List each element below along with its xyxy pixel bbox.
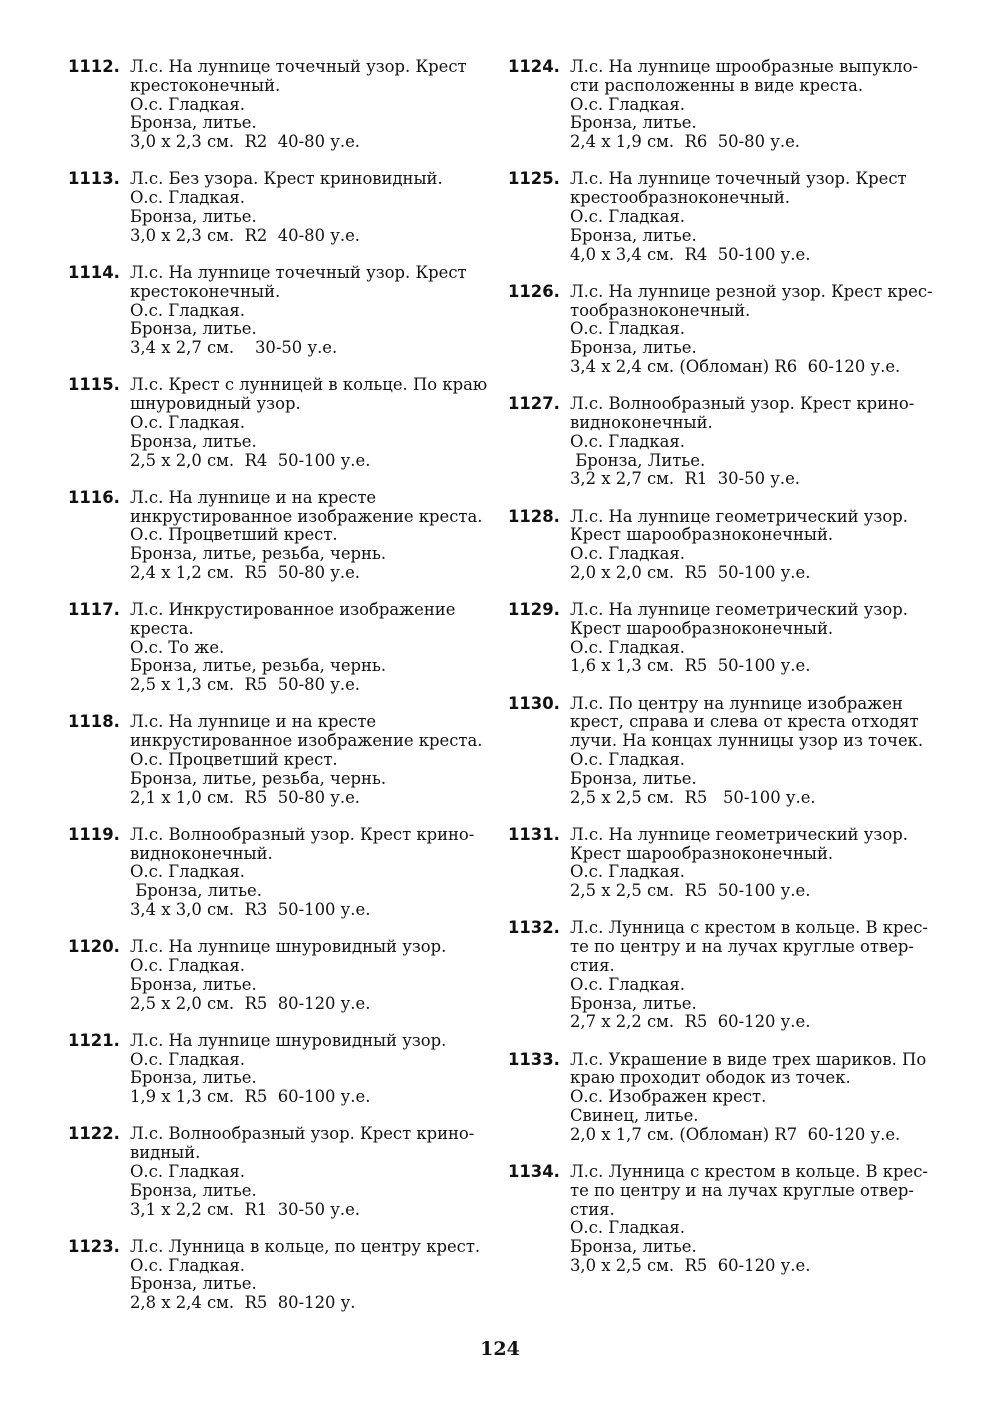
catalog-entry	[508, 1051, 938, 1145]
entry-line: 3,4 х 3,0 см. R3 50-100 у.е.	[130, 900, 371, 920]
entry-line: О.с. Процветший крест.	[130, 750, 338, 770]
catalog-entry	[508, 1163, 938, 1276]
entry-number: 1125.	[508, 169, 560, 189]
entry-line: Бронза, литье.	[570, 1237, 697, 1257]
entry-line: Л.с. На лунnице шрообразные выпукло-	[570, 57, 918, 76]
entry-line: тообразноконечный.	[570, 300, 751, 320]
entry-line: Бронза, литье.	[130, 1274, 257, 1294]
entry-line: Л.с. На лунnице точечный узор. Крест	[130, 262, 467, 282]
entry-line: О.с. Гладкая.	[130, 862, 245, 882]
entry-line: Л.с. На лунnице геометрический узор.	[570, 824, 908, 844]
entry-line: О.с. Гладкая.	[570, 544, 685, 564]
entry-line: Л.с. На лунnице точечный узор. Крест	[130, 57, 467, 76]
catalog-entry	[68, 489, 493, 583]
entry-line: О.с. Гладкая.	[570, 862, 685, 882]
entry-line: Л.с. На лунnице шнуровидный узор.	[130, 937, 447, 957]
catalog-entry	[508, 601, 938, 676]
entry-line: 1,9 х 1,3 см. R5 60-100 у.е.	[130, 1087, 371, 1107]
entry-line: крестообразноконечный.	[570, 188, 790, 208]
entry-line: Бронза, литье.	[570, 993, 697, 1013]
entry-line: Л.с. Крест с лунницей в кольце. По краю	[130, 375, 488, 395]
entry-line: сти расположенны в виде креста.	[570, 75, 864, 95]
entry-line: Л.с. На лунnице точечный узор. Крест	[570, 169, 907, 189]
right-column	[508, 58, 938, 1294]
entry-number: 1118.	[68, 712, 120, 732]
entry-line: Бронза, литье.	[130, 881, 262, 901]
entry-line: 3,0 х 2,3 см. R2 40-80 у.е.	[130, 225, 360, 245]
entry-line: 2,5 х 2,0 см. R4 50-100 у.е.	[130, 450, 371, 470]
entry-line: О.с. Гладкая.	[130, 1161, 245, 1181]
entry-line: О.с. То же.	[130, 637, 225, 657]
entry-number: 1115.	[68, 375, 120, 395]
page-number: 124	[480, 1338, 520, 1360]
entry-line: 3,2 х 2,7 см. R1 30-50 у.е.	[570, 469, 800, 489]
entry-line: стия.	[570, 1199, 615, 1219]
entry-line: 2,0 х 1,7 см. (Обломан) R7 60-120 у.е.	[570, 1124, 901, 1144]
entry-line: Л.с. На лунnице резной узор. Крест крес-	[570, 281, 933, 301]
entry-number: 1123.	[68, 1236, 120, 1256]
entry-line: О.с. Гладкая.	[570, 206, 685, 226]
entry-number: 1112.	[68, 57, 120, 76]
entry-line: О.с. Гладкая.	[570, 750, 685, 770]
entry-line: О.с. Гладкая.	[570, 319, 685, 339]
catalog-entry	[508, 395, 938, 489]
entry-line: Бронза, литье.	[130, 206, 257, 226]
entry-line: 1,6 х 1,3 см. R5 50-100 у.е.	[570, 656, 811, 676]
entry-line: Бронза, литье, резьба, чернь.	[130, 656, 387, 676]
entry-line: Бронза, литье.	[570, 768, 697, 788]
entry-number: 1117.	[68, 600, 120, 620]
entry-line: Крест шарообразноконечный.	[570, 525, 834, 545]
entry-line: Бронза, литье, резьба, чернь.	[130, 768, 387, 788]
entry-line: 2,4 х 1,2 см. R5 50-80 у.е.	[130, 562, 360, 582]
entry-line: 3,0 х 2,5 см. R5 60-120 у.е.	[570, 1255, 811, 1275]
catalog-entry	[508, 919, 938, 1032]
entry-line: О.с. Гладкая.	[570, 974, 685, 994]
left-column	[68, 58, 493, 1331]
entry-line: Бронза, Литье.	[570, 450, 706, 470]
entry-line: О.с. Гладкая.	[570, 1218, 685, 1238]
entry-line: шнуровидный узор.	[130, 394, 301, 414]
entry-line: Л.с. На лунnице и на кресте	[130, 487, 377, 507]
entry-line: О.с. Гладкая.	[570, 637, 685, 657]
catalog-entry	[68, 1032, 493, 1107]
entry-line: Бронза, литье.	[130, 431, 257, 451]
catalog-entry	[508, 283, 938, 377]
entry-line: 2,8 х 2,4 см. R5 80-120 у.	[130, 1293, 356, 1313]
entry-line: Л.с. Волнообразный узор. Крест крино-	[130, 824, 475, 844]
entry-number: 1128.	[508, 506, 560, 526]
entry-line: Л.с. Инкрустированное изображение	[130, 600, 456, 620]
entry-line: 3,0 х 2,3 см. R2 40-80 у.е.	[130, 132, 360, 152]
entry-line: крестоконечный.	[130, 281, 281, 301]
entry-line: 2,0 х 2,0 см. R5 50-100 у.е.	[570, 562, 811, 582]
entry-number: 1131.	[508, 824, 560, 844]
entry-number: 1126.	[508, 281, 560, 301]
entry-line: Л.с. Лунница с крестом в кольце. В крес-	[570, 1161, 928, 1181]
catalog-entry	[68, 58, 493, 152]
entry-line: Бронза, литье.	[570, 338, 697, 358]
entry-line: крестоконечный.	[130, 75, 281, 95]
entry-line: 2,5 х 2,5 см. R5 50-100 у.е.	[570, 787, 816, 807]
entry-number: 1113.	[68, 169, 120, 189]
entry-line: Бронза, литье, резьба, чернь.	[130, 544, 387, 564]
entry-line: Л.с. Лунница с крестом в кольце. В крес-	[570, 918, 928, 938]
entry-line: Свинец, литье.	[570, 1105, 699, 1125]
catalog-entry	[68, 601, 493, 695]
entry-line: О.с. Гладкая.	[570, 94, 685, 114]
entry-line: 4,0 х 3,4 см. R4 50-100 у.е.	[570, 244, 811, 264]
entry-line: Бронза, литье.	[570, 225, 697, 245]
entry-number: 1133.	[508, 1049, 560, 1069]
entry-line: Л.с. По центру на лунnице изображен	[570, 693, 903, 713]
entry-line: Бронза, литье.	[130, 113, 257, 133]
entry-number: 1127.	[508, 394, 560, 414]
entry-number: 1121.	[68, 1030, 120, 1050]
entry-line: Л.с. На лунnице геометрический узор.	[570, 600, 908, 620]
entry-line: видный.	[130, 1143, 201, 1163]
entry-line: О.с. Гладкая.	[130, 300, 245, 320]
entry-number: 1132.	[508, 918, 560, 938]
entry-line: 3,4 х 2,7 см. 30-50 у.е.	[130, 338, 338, 358]
catalog-entry	[68, 264, 493, 358]
entry-line: краю проходит ободок из точек.	[570, 1068, 851, 1088]
entry-line: те по центру и на лучах круглые отвер-	[570, 1180, 914, 1200]
catalog-entry	[68, 170, 493, 245]
entry-line: инкрустированное изображение креста.	[130, 506, 483, 526]
entry-line: О.с. Гладкая.	[130, 956, 245, 975]
entry-line: 3,4 х 2,4 см. (Обломан) R6 60-120 у.е.	[570, 356, 901, 376]
catalog-entry	[508, 508, 938, 583]
entry-number: 1120.	[68, 937, 120, 957]
catalog-entry	[68, 1238, 493, 1313]
catalog-entry	[68, 713, 493, 807]
entry-line: О.с. Гладкая.	[130, 188, 245, 208]
entry-line: лучи. На концах лунницы узор из точек.	[570, 731, 924, 751]
entry-line: О.с. Гладкая.	[130, 94, 245, 114]
entry-line: О.с. Процветший крест.	[130, 525, 338, 545]
catalog-entry	[508, 170, 938, 264]
catalog-entry	[68, 826, 493, 920]
entry-line: те по центру и на лучах круглые отвер-	[570, 937, 914, 957]
entry-line: креста.	[130, 618, 194, 638]
entry-line: О.с. Гладкая.	[130, 1255, 245, 1275]
entry-line: Бронза, литье.	[570, 113, 697, 133]
entry-number: 1114.	[68, 262, 120, 282]
entry-line: Л.с. Волнообразный узор. Крест крино-	[130, 1124, 475, 1144]
entry-line: 2,5 х 1,3 см. R5 50-80 у.е.	[130, 675, 360, 695]
entry-line: Л.с. Лунница в кольце, по центру крест.	[130, 1236, 481, 1256]
entry-number: 1119.	[68, 824, 120, 844]
entry-line: Крест шарообразноконечный.	[570, 618, 834, 638]
entry-line: Л.с. Волнообразный узор. Крест крино-	[570, 394, 915, 414]
entry-line: Л.с. На лунnице и на кресте	[130, 712, 377, 732]
entry-line: видноконечный.	[570, 412, 713, 432]
entry-line: Л.с. На лунnице геометрический узор.	[570, 506, 908, 526]
entry-line: О.с. Изображен крест.	[570, 1087, 767, 1107]
entry-line: Крест шарообразноконечный.	[570, 843, 834, 863]
entry-line: 2,4 х 1,9 см. R6 50-80 у.е.	[570, 132, 800, 152]
entry-line: стия.	[570, 956, 615, 975]
entry-number: 1122.	[68, 1124, 120, 1144]
catalog-entry	[508, 58, 938, 152]
catalog-entry	[508, 695, 938, 808]
entry-line: крест, справа и слева от креста отходят	[570, 712, 919, 732]
entry-line: Бронза, литье.	[130, 1068, 257, 1088]
entry-line: Бронза, литье.	[130, 319, 257, 339]
entry-line: 2,5 х 2,5 см. R5 50-100 у.е.	[570, 881, 811, 901]
entry-line: видноконечный.	[130, 843, 273, 863]
entry-number: 1130.	[508, 693, 560, 713]
entry-line: О.с. Гладкая.	[570, 431, 685, 451]
entry-line: инкрустированное изображение креста.	[130, 731, 483, 751]
entry-line: 2,5 х 2,0 см. R5 80-120 у.е.	[130, 993, 371, 1013]
entry-line: Бронза, литье.	[130, 1180, 257, 1200]
catalog-entry	[68, 376, 493, 470]
entry-number: 1116.	[68, 487, 120, 507]
entry-number: 1124.	[508, 57, 560, 76]
catalog-entry	[508, 826, 938, 901]
entry-line: Л.с. На лунnице шнуровидный узор.	[130, 1030, 447, 1050]
entry-line: 2,7 х 2,2 см. R5 60-120 у.е.	[570, 1012, 811, 1032]
entry-line: Л.с. Без узора. Крест криновидный.	[130, 169, 443, 189]
entry-number: 1129.	[508, 600, 560, 620]
entry-line: 2,1 х 1,0 см. R5 50-80 у.е.	[130, 787, 360, 807]
entry-line: О.с. Гладкая.	[130, 1049, 245, 1069]
entry-line: Л.с. Украшение в виде трех шариков. По	[570, 1049, 927, 1069]
entry-line: Бронза, литье.	[130, 974, 257, 994]
entry-number: 1134.	[508, 1161, 560, 1181]
catalog-entry	[68, 938, 493, 1013]
entry-line: 3,1 х 2,2 см. R1 30-50 у.е.	[130, 1199, 360, 1219]
catalog-entry	[68, 1125, 493, 1219]
entry-line: О.с. Гладкая.	[130, 412, 245, 432]
